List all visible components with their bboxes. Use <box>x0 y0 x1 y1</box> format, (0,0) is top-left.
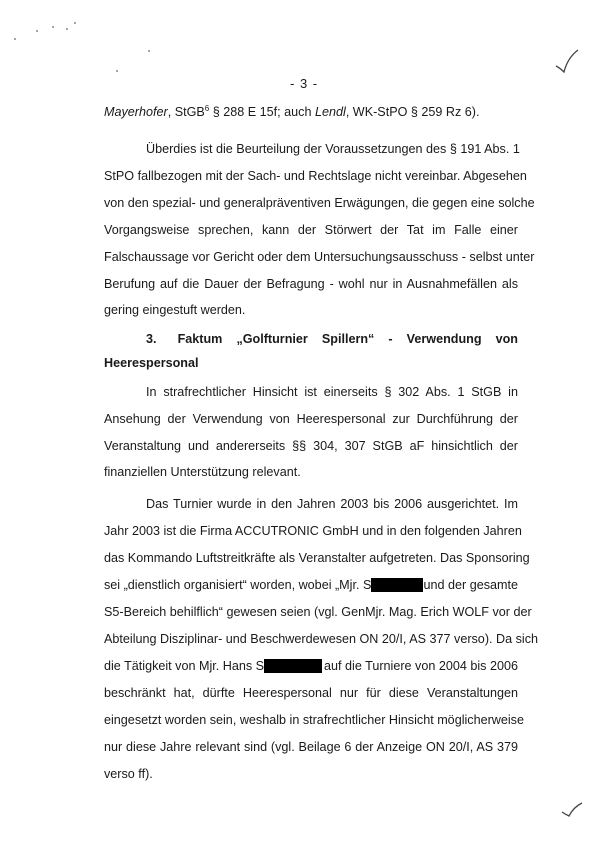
paragraph-line: In strafrechtlicher Hinsicht ist einerseits § 302 Abs. 1 StGB in <box>146 385 518 399</box>
redaction-bar <box>371 578 423 592</box>
redaction-bar <box>264 659 322 673</box>
paragraph-line: von den spezial- und generalpräventiven Erwägungen, die gegen eine solche <box>104 196 535 210</box>
paragraph-line: Überdies ist die Beurteilung der Voraussetzungen des § 191 Abs. 1 <box>146 142 520 156</box>
paragraph-line: finanziellen Unterstützung relevant. <box>104 465 301 479</box>
superscript: 6 <box>204 103 210 113</box>
paragraph-line <box>104 658 518 674</box>
paragraph-line: S5-Bereich behilflich“ gewesen seien (vgl. GenMjr. Mag. Erich WOLF vor der <box>104 605 532 619</box>
paragraph-line: Veranstaltung und andererseits §§ 304, 307 StGB aF hinsichtlich der <box>104 439 518 453</box>
scan-speck <box>116 70 118 72</box>
check-mark-icon <box>554 48 580 76</box>
check-mark-icon <box>560 800 584 818</box>
scan-speck <box>36 30 38 32</box>
paragraph-line: beschränkt hat, dürfte Heerespersonal nur für diese Veranstaltungen <box>104 686 518 700</box>
citation-line <box>104 104 480 120</box>
paragraph-line: Falschaussage vor Gericht oder dem Untersuchungsausschuss - selbst unter <box>104 250 535 264</box>
page-number: - 3 - <box>290 76 319 91</box>
author-name: Mayerhofer <box>104 105 168 119</box>
section-heading: Heerespersonal <box>104 356 199 370</box>
paragraph-line: StPO fallbezogen mit der Sach- und Rechtslage nicht vereinbar. Abgesehen <box>104 169 527 183</box>
paragraph-line: gering eingestuft werden. <box>104 303 246 317</box>
scan-speck <box>148 50 150 52</box>
paragraph-line: das Kommando Luftstreitkräfte als Veranstalter aufgetreten. Das Sponsoring <box>104 551 530 565</box>
paragraph-line: Vorgangsweise sprechen, kann der Störwert der Tat im Falle einer <box>104 223 518 237</box>
scan-speck <box>66 28 68 30</box>
text-segment: sei „dienstlich organisiert“ worden, wobei „Mjr. S <box>104 578 372 592</box>
scan-speck <box>14 38 16 40</box>
paragraph-line: Ansehung der Verwendung von Heerespersonal zur Durchführung der <box>104 412 518 426</box>
section-heading: 3. Faktum „Golfturnier Spillern“ - Verwendung von <box>146 332 518 346</box>
text-segment: , StGB <box>167 105 205 119</box>
scan-speck <box>74 22 76 24</box>
author-name: Lendl <box>314 105 346 119</box>
paragraph-line: Das Turnier wurde in den Jahren 2003 bis 2006 ausgerichtet. Im <box>146 497 518 511</box>
text-segment: die Tätigkeit von Mjr. Hans S <box>104 659 265 673</box>
paragraph-line: nur diese Jahre relevant sind (vgl. Beilage 6 der Anzeige ON 20/I, AS 379 <box>104 740 518 754</box>
paragraph-line: Abteilung Disziplinar- und Beschwerdewesen ON 20/I, AS 377 verso). Da sich <box>104 632 538 646</box>
text-segment: und der gesamte <box>423 578 518 592</box>
paragraph-line: eingesetzt worden sein, weshalb in strafrechtlicher Hinsicht möglicherweise <box>104 713 524 727</box>
paragraph-line: Jahr 2003 ist die Firma ACCUTRONIC GmbH und in den folgenden Jahren <box>104 524 522 538</box>
text-segment: , WK-StPO § 259 Rz 6). <box>345 105 480 119</box>
paragraph-line <box>104 577 518 593</box>
paragraph-line: Berufung auf die Dauer der Befragung - wohl nur in Ausnahmefällen als <box>104 277 518 291</box>
text-segment: auf die Turniere von 2004 bis 2006 <box>324 659 518 673</box>
text-segment: § 288 E 15f; auch <box>209 105 315 119</box>
paragraph-line: verso ff). <box>104 767 153 781</box>
scan-speck <box>52 26 54 28</box>
